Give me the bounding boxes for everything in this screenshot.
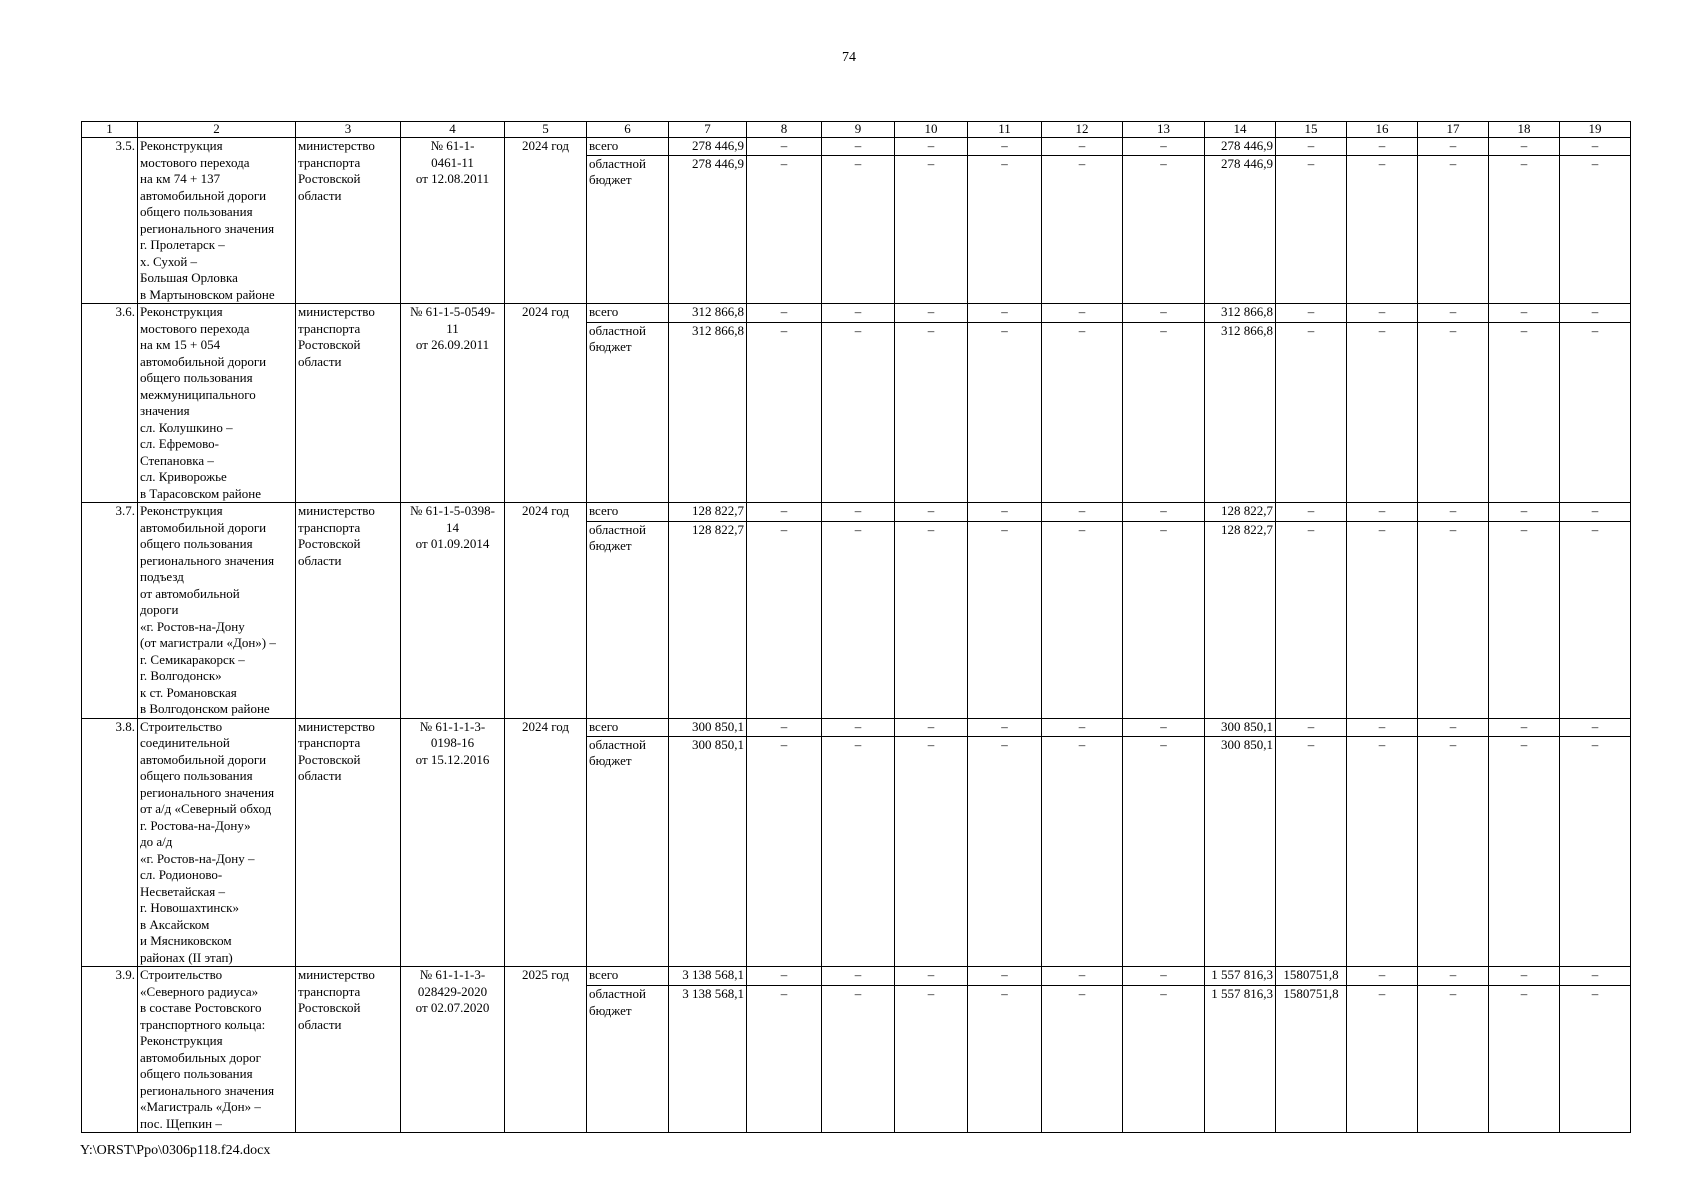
amount-cell: –: [1123, 736, 1205, 967]
object-name: Реконструкция мостового перехода на км 74 + 137 автомобильной дороги общего пользования регионального значения г. Пролетарск – х. Сухой – Большая Орловка в Мартыновском районе: [138, 138, 296, 304]
row-number: 3.9.: [82, 967, 138, 1133]
amount-cell: –: [968, 304, 1042, 323]
amount-cell: –: [1042, 986, 1123, 1133]
amount-cell: 278 446,9: [669, 138, 747, 156]
amount-cell: –: [747, 503, 822, 522]
header-cell: 16: [1347, 122, 1418, 138]
amount-cell: –: [1042, 322, 1123, 502]
header-cell: 17: [1418, 122, 1489, 138]
completion-year: 2024 год: [505, 718, 587, 967]
amount-cell: 312 866,8: [669, 304, 747, 323]
amount-cell: –: [1042, 503, 1123, 522]
amount-cell: 312 866,8: [1205, 304, 1276, 323]
funding-source: областной бюджет: [587, 521, 669, 718]
amount-cell: –: [1276, 521, 1347, 718]
amount-cell: 312 866,8: [669, 322, 747, 502]
amount-cell: 3 138 568,1: [669, 986, 747, 1133]
amount-cell: –: [1418, 967, 1489, 986]
table-row: [82, 304, 1631, 323]
responsible-org: министерство транспорта Ростовской области: [296, 967, 401, 1133]
table-row: [82, 967, 1631, 986]
header-cell: 2: [138, 122, 296, 138]
amount-cell: –: [1489, 521, 1560, 718]
amount-cell: 1 557 816,3: [1205, 986, 1276, 1133]
row-number: 3.6.: [82, 304, 138, 503]
amount-cell: 312 866,8: [1205, 322, 1276, 502]
document-number: № 61-1-5-0398- 14 от 01.09.2014: [401, 503, 505, 719]
amount-cell: 128 822,7: [1205, 521, 1276, 718]
header-cell: 18: [1489, 122, 1560, 138]
amount-cell: –: [1123, 155, 1205, 303]
amount-cell: 300 850,1: [669, 736, 747, 967]
amount-cell: –: [747, 736, 822, 967]
row-number: 3.5.: [82, 138, 138, 304]
budget-table: [81, 121, 1631, 1133]
header-cell: 12: [1042, 122, 1123, 138]
amount-cell: 1 557 816,3: [1205, 967, 1276, 986]
amount-cell: –: [747, 138, 822, 156]
amount-cell: –: [1276, 304, 1347, 323]
amount-cell: –: [1489, 322, 1560, 502]
amount-cell: –: [1123, 986, 1205, 1133]
amount-cell: –: [968, 521, 1042, 718]
amount-cell: –: [1418, 155, 1489, 303]
header-cell: 5: [505, 122, 587, 138]
amount-cell: –: [822, 736, 895, 967]
amount-cell: –: [968, 155, 1042, 303]
amount-cell: –: [1418, 718, 1489, 736]
header-row: [82, 122, 1631, 138]
amount-cell: –: [895, 736, 968, 967]
amount-cell: –: [1347, 503, 1418, 522]
amount-cell: –: [1418, 503, 1489, 522]
amount-cell: 278 446,9: [1205, 138, 1276, 156]
amount-cell: –: [1276, 155, 1347, 303]
amount-cell: –: [1347, 155, 1418, 303]
amount-cell: –: [1347, 521, 1418, 718]
amount-cell: –: [747, 521, 822, 718]
header-cell: 3: [296, 122, 401, 138]
amount-cell: –: [747, 718, 822, 736]
amount-cell: 128 822,7: [669, 503, 747, 522]
amount-cell: –: [822, 718, 895, 736]
amount-cell: –: [968, 986, 1042, 1133]
amount-cell: –: [822, 967, 895, 986]
amount-cell: –: [822, 138, 895, 156]
amount-cell: –: [1123, 304, 1205, 323]
responsible-org: министерство транспорта Ростовской области: [296, 138, 401, 304]
amount-cell: –: [1123, 322, 1205, 502]
amount-cell: –: [747, 967, 822, 986]
amount-cell: –: [1347, 967, 1418, 986]
completion-year: 2024 год: [505, 503, 587, 719]
amount-cell: 3 138 568,1: [669, 967, 747, 986]
table-row: [82, 138, 1631, 156]
amount-cell: –: [1347, 718, 1418, 736]
amount-cell: –: [1276, 503, 1347, 522]
responsible-org: министерство транспорта Ростовской области: [296, 304, 401, 503]
amount-cell: –: [1123, 718, 1205, 736]
amount-cell: –: [968, 967, 1042, 986]
amount-cell: –: [1042, 718, 1123, 736]
responsible-org: министерство транспорта Ростовской области: [296, 718, 401, 967]
amount-cell: –: [822, 986, 895, 1133]
funding-source: областной бюджет: [587, 736, 669, 967]
amount-cell: –: [822, 304, 895, 323]
amount-cell: –: [822, 503, 895, 522]
amount-cell: –: [968, 736, 1042, 967]
completion-year: 2024 год: [505, 304, 587, 503]
amount-cell: –: [1418, 736, 1489, 967]
footer-path: Y:\ORST\Ppo\0306p118.f24.docx: [80, 1143, 271, 1158]
amount-cell: 278 446,9: [669, 155, 747, 303]
header-cell: 4: [401, 122, 505, 138]
amount-cell: –: [1560, 718, 1631, 736]
amount-cell: –: [968, 503, 1042, 522]
amount-cell: –: [968, 718, 1042, 736]
amount-cell: 300 850,1: [1205, 718, 1276, 736]
header-cell: 6: [587, 122, 669, 138]
amount-cell: –: [1418, 322, 1489, 502]
header-cell: 8: [747, 122, 822, 138]
amount-cell: –: [747, 155, 822, 303]
header-cell: 15: [1276, 122, 1347, 138]
amount-cell: –: [822, 322, 895, 502]
amount-cell: –: [1489, 304, 1560, 323]
completion-year: 2024 год: [505, 138, 587, 304]
amount-cell: –: [895, 503, 968, 522]
funding-source: всего: [587, 718, 669, 736]
funding-source: областной бюджет: [587, 986, 669, 1133]
amount-cell: –: [895, 986, 968, 1133]
amount-cell: 1580751,8: [1276, 986, 1347, 1133]
amount-cell: –: [895, 967, 968, 986]
amount-cell: –: [822, 155, 895, 303]
object-name: Реконструкция автомобильной дороги общего пользования регионального значения подъезд от автомобильной дороги «г. Ростов-на-Дону (от магистрали «Дон») – г. Семикаракорск – г. Волгодонск» к ст. Романовская в Волгодонском районе: [138, 503, 296, 719]
amount-cell: –: [1042, 155, 1123, 303]
header-cell: 7: [669, 122, 747, 138]
amount-cell: –: [1560, 736, 1631, 967]
amount-cell: –: [968, 138, 1042, 156]
header-cell: 9: [822, 122, 895, 138]
amount-cell: –: [1489, 138, 1560, 156]
amount-cell: –: [1560, 521, 1631, 718]
object-name: Строительство «Северного радиуса» в составе Ростовского транспортного кольца: Реконструкция автомобильных дорог общего пользования регионального значения «Магистраль «Дон» – пос. Щепкин –: [138, 967, 296, 1133]
header-cell: 14: [1205, 122, 1276, 138]
amount-cell: –: [895, 322, 968, 502]
object-name: Строительство соединительной автомобильной дороги общего пользования регионального значения от а/д «Северный обход г. Ростова-на-Дону» до а/д «г. Ростов-на-Дону – сл. Родионово- Несветайская – г. Новошахтинск» в Аксайском и Мясниковском районах (II этап): [138, 718, 296, 967]
document-number: № 61-1-1-3- 0198-16 от 15.12.2016: [401, 718, 505, 967]
amount-cell: –: [895, 521, 968, 718]
amount-cell: –: [1276, 718, 1347, 736]
completion-year: 2025 год: [505, 967, 587, 1133]
amount-cell: –: [747, 304, 822, 323]
amount-cell: –: [1347, 138, 1418, 156]
funding-source: всего: [587, 503, 669, 522]
amount-cell: –: [747, 322, 822, 502]
amount-cell: –: [1123, 138, 1205, 156]
amount-cell: –: [1418, 138, 1489, 156]
amount-cell: 128 822,7: [1205, 503, 1276, 522]
amount-cell: –: [1560, 986, 1631, 1133]
amount-cell: –: [895, 718, 968, 736]
amount-cell: 300 850,1: [669, 718, 747, 736]
amount-cell: 128 822,7: [669, 521, 747, 718]
amount-cell: –: [895, 138, 968, 156]
header-cell: 13: [1123, 122, 1205, 138]
amount-cell: –: [895, 155, 968, 303]
amount-cell: –: [1347, 986, 1418, 1133]
document-number: № 61-1-5-0549- 11 от 26.09.2011: [401, 304, 505, 503]
header-cell: 10: [895, 122, 968, 138]
amount-cell: –: [747, 986, 822, 1133]
amount-cell: –: [1123, 521, 1205, 718]
amount-cell: –: [1042, 967, 1123, 986]
amount-cell: –: [1042, 304, 1123, 323]
amount-cell: –: [1418, 986, 1489, 1133]
amount-cell: –: [1560, 322, 1631, 502]
amount-cell: –: [895, 304, 968, 323]
header-cell: 19: [1560, 122, 1631, 138]
amount-cell: –: [1347, 322, 1418, 502]
amount-cell: –: [1489, 718, 1560, 736]
amount-cell: 300 850,1: [1205, 736, 1276, 967]
amount-cell: –: [1276, 138, 1347, 156]
amount-cell: –: [1489, 986, 1560, 1133]
amount-cell: –: [1489, 736, 1560, 967]
amount-cell: –: [1489, 503, 1560, 522]
header-cell: 1: [82, 122, 138, 138]
funding-source: всего: [587, 304, 669, 323]
row-number: 3.8.: [82, 718, 138, 967]
amount-cell: –: [1489, 155, 1560, 303]
table-row: [82, 718, 1631, 736]
amount-cell: –: [1123, 503, 1205, 522]
amount-cell: –: [1560, 304, 1631, 323]
amount-cell: –: [1042, 521, 1123, 718]
amount-cell: –: [1560, 967, 1631, 986]
responsible-org: министерство транспорта Ростовской области: [296, 503, 401, 719]
header-cell: 11: [968, 122, 1042, 138]
amount-cell: –: [1123, 967, 1205, 986]
row-number: 3.7.: [82, 503, 138, 719]
object-name: Реконструкция мостового перехода на км 15 + 054 автомобильной дороги общего пользования межмуниципального значения сл. Колушкино – сл. Ефремово- Степановка – сл. Криворожье в Тарасовском районе: [138, 304, 296, 503]
amount-cell: –: [1347, 304, 1418, 323]
amount-cell: –: [1042, 736, 1123, 967]
amount-cell: –: [1418, 304, 1489, 323]
amount-cell: –: [1276, 736, 1347, 967]
amount-cell: –: [1418, 521, 1489, 718]
table-row: [82, 503, 1631, 522]
amount-cell: –: [822, 521, 895, 718]
document-number: № 61-1-1-3- 028429-2020 от 02.07.2020: [401, 967, 505, 1133]
amount-cell: –: [1347, 736, 1418, 967]
amount-cell: 278 446,9: [1205, 155, 1276, 303]
page-number: 74: [842, 50, 856, 65]
amount-cell: –: [1489, 967, 1560, 986]
amount-cell: –: [1276, 322, 1347, 502]
funding-source: областной бюджет: [587, 322, 669, 502]
amount-cell: –: [1560, 155, 1631, 303]
funding-source: всего: [587, 967, 669, 986]
amount-cell: –: [1560, 503, 1631, 522]
amount-cell: 1580751,8: [1276, 967, 1347, 986]
document-number: № 61-1- 0461-11 от 12.08.2011: [401, 138, 505, 304]
amount-cell: –: [968, 322, 1042, 502]
amount-cell: –: [1560, 138, 1631, 156]
funding-source: всего: [587, 138, 669, 156]
amount-cell: –: [1042, 138, 1123, 156]
funding-source: областной бюджет: [587, 155, 669, 303]
